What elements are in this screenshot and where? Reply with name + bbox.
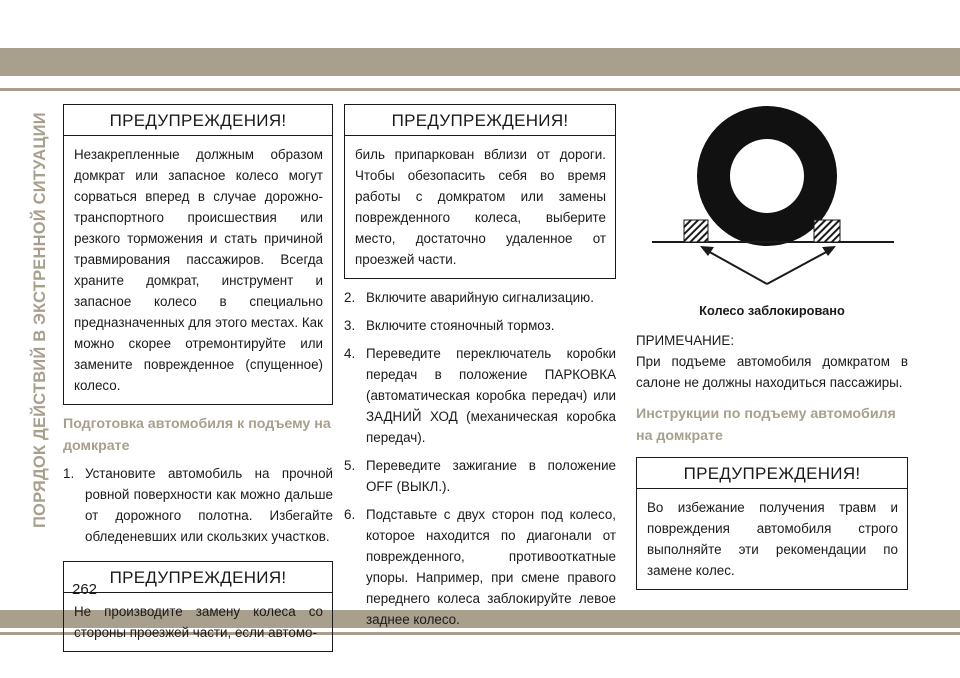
section-heading: Подготовка автомобиля к подъему на домкрате: [63, 416, 331, 454]
warning-text: Не производите замену колеса со стороны проезжей части, если автомо-: [74, 604, 323, 640]
warning-text: Во избежание получения травм и повреждения автомобиля строго выполняйте эти рекомендации по замене колес.: [647, 500, 898, 578]
top-rule: [0, 88, 960, 91]
step-number: 4.: [344, 346, 356, 361]
warning-box: [63, 104, 333, 405]
warning-box: [63, 561, 333, 652]
step-text: Переведите зажигание в положение OFF (ВЫКЛ.).: [366, 458, 616, 494]
section-heading: Инструкции по подъему автомобиля на домкрате: [636, 406, 896, 444]
right-chock-icon: [814, 220, 840, 242]
list-item: [344, 455, 616, 497]
step-text: Подставьте с двух сторон под колесо, которое находится по диагонали от поврежденного, противооткатные упоры. Например, при смене правого переднего колеса заблокируйте левое заднее колесо.: [366, 507, 616, 627]
warning-text: Незакрепленные должным образом домкрат или запасное колесо могут сорваться вперед в случае дорожно-транспортного происшествия или резкого торможения и стать причиной травмирования пассажиров. Всегда храните домкрат, инструмент и запасное колесо в специально предназначенных для этого местах. Как можно скорее отремонтируйте или замените поврежденное (спущенное) колесо.: [74, 147, 323, 393]
list-item: [63, 463, 333, 547]
steps-list: [63, 463, 333, 547]
step-number: 5.: [344, 458, 356, 473]
rim-icon: [730, 139, 804, 213]
list-item: [344, 343, 616, 448]
wheel-chock-figure: [636, 104, 908, 318]
step-text: Установите автомобиль на прочной ровной поверхности как можно дальше от дорожного полотна. Избегайте обледеневших или скользких участков.: [85, 466, 333, 544]
warning-box: [636, 457, 908, 590]
note-title: ПРИМЕЧАНИЕ:: [636, 333, 735, 348]
step-text: Переведите переключатель коробки передач в положение ПАРКОВКА (автоматическая коробка передач) или ЗАДНИЙ ХОД (механическая коробка передач).: [366, 346, 616, 445]
step-number: 2.: [344, 290, 356, 305]
right-arrow-line: [767, 250, 830, 284]
list-item: [344, 287, 616, 308]
column-1: [63, 104, 333, 660]
warning-title: ПРЕДУПРЕЖДЕНИЯ!: [64, 562, 332, 593]
warning-title: ПРЕДУПРЕЖДЕНИЯ!: [64, 105, 332, 136]
warning-title: ПРЕДУПРЕЖДЕНИЯ!: [345, 105, 615, 136]
warning-title: ПРЕДУПРЕЖДЕНИЯ!: [637, 458, 907, 489]
section-side-title: ПОРЯДОК ДЕЙСТВИЙ В ЭКСТРЕННОЙ СИТУАЦИИ: [31, 112, 49, 528]
right-arrowhead-icon: [822, 246, 836, 256]
step-text: Включите аварийную сигнализацию.: [366, 290, 594, 305]
step-number: 3.: [344, 318, 356, 333]
list-item: [344, 315, 616, 336]
list-item: [344, 504, 616, 630]
warning-box: [344, 104, 616, 279]
wheel-chock-illustration: [636, 104, 908, 294]
left-arrow-line: [706, 250, 767, 284]
column-2: [344, 104, 616, 637]
step-number: 1.: [63, 466, 75, 481]
top-band: [0, 48, 960, 76]
note-text: При подъеме автомобиля домкратом в салоне не должны находиться пассажиры.: [636, 354, 908, 390]
figure-caption: Колесо заблокировано: [699, 303, 845, 318]
step-text: Включите стояночный тормоз.: [366, 318, 555, 333]
left-chock-icon: [684, 220, 708, 242]
left-arrowhead-icon: [700, 246, 714, 256]
page-number: 262: [72, 581, 98, 598]
step-number: 6.: [344, 507, 356, 522]
warning-text: биль припаркован вблизи от дороги. Чтобы обезопасить себя во время работы с домкратом или замены поврежденного колеса, выберите место, достаточно удаленное от проезжей части.: [355, 147, 606, 267]
column-3: [636, 104, 908, 598]
steps-list: [344, 287, 616, 630]
